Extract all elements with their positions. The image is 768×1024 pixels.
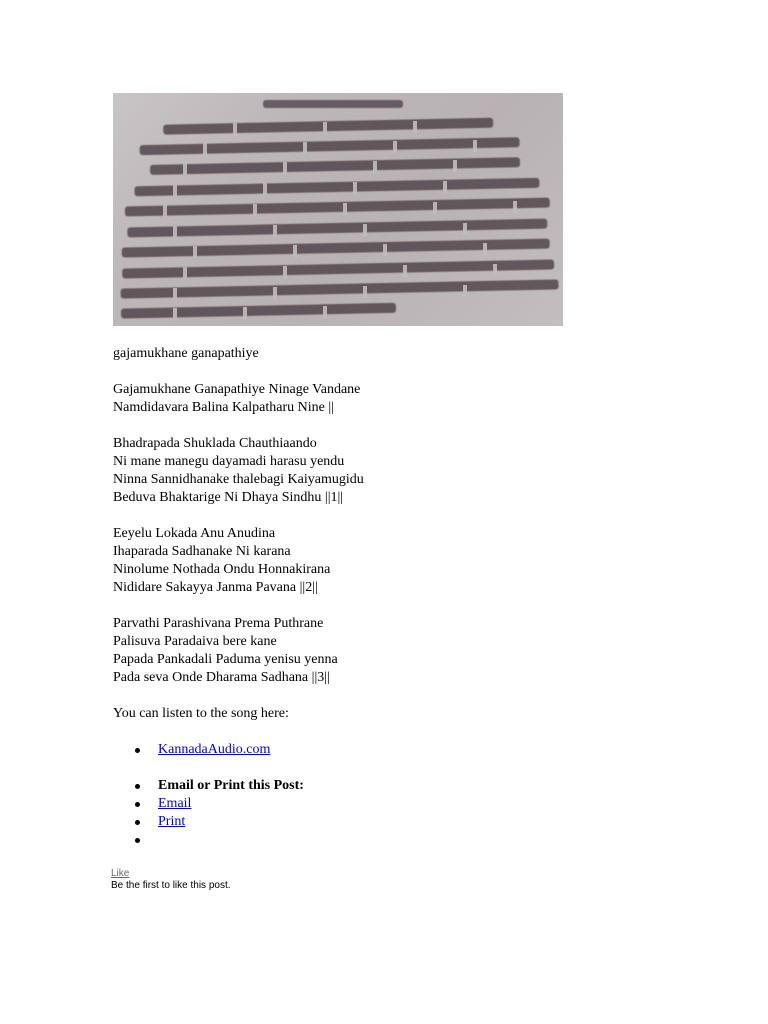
lyric-line: Palisuva Paradaiva bere kane [113,634,277,649]
lyric-line: Namdidavara Balina Kalpatharu Nine || [113,400,334,415]
stanza-1 [113,381,713,417]
post-title: gajamukhane ganapathiye [113,346,259,361]
lyric-line: Parvathi Parashivana Prema Puthrane [113,616,324,631]
lyric-line: Pada seva Onde Dharama Sadhana ||3|| [113,670,330,685]
lyrics-photo [113,93,563,326]
list-item [113,777,713,795]
lyric-line: Bhadrapada Shuklada Chauthiaando [113,436,317,451]
lyric-line: Nididare Sakayya Janma Pavana ||2|| [113,580,318,595]
like-button[interactable]: Like [111,868,130,879]
like-status-text: Be the first to like this post. [111,880,231,891]
lyric-line: Gajamukhane Ganapathiye Ninage Vandane [113,382,361,397]
stanza-2 [113,435,713,507]
share-heading: Email or Print this Post: [158,778,304,793]
listen-text: You can listen to the song here: [113,706,289,721]
kannada-audio-link[interactable]: KannadaAudio.com [158,742,271,757]
share-list [113,777,713,849]
like-widget [111,868,231,892]
lyric-line: Beduva Bhaktarige Ni Dhaya Sindhu ||1|| [113,490,344,505]
stanza-4 [113,615,713,687]
photo-text-lines [113,93,563,326]
stanza-3 [113,525,713,597]
listen-list [113,741,713,759]
lyric-line: Papada Pankadali Paduma yenisu yenna [113,652,338,667]
print-link[interactable]: Print [158,814,186,829]
list-item [113,813,713,831]
lyric-line: Ni mane manegu dayamadi harasu yendu [113,454,345,469]
post-content [113,345,713,849]
lyric-line: Eeyelu Lokada Anu Anudina [113,526,276,541]
lyric-line: Ninolume Nothada Ondu Honnakirana [113,562,331,577]
lyric-line: Ihaparada Sadhanake Ni karana [113,544,291,559]
email-link[interactable]: Email [158,796,192,811]
lyric-line: Ninna Sannidhanake thalebagi Kaiyamugidu [113,472,364,487]
list-item-empty [113,831,713,849]
list-item [113,795,713,813]
list-item [113,741,713,759]
